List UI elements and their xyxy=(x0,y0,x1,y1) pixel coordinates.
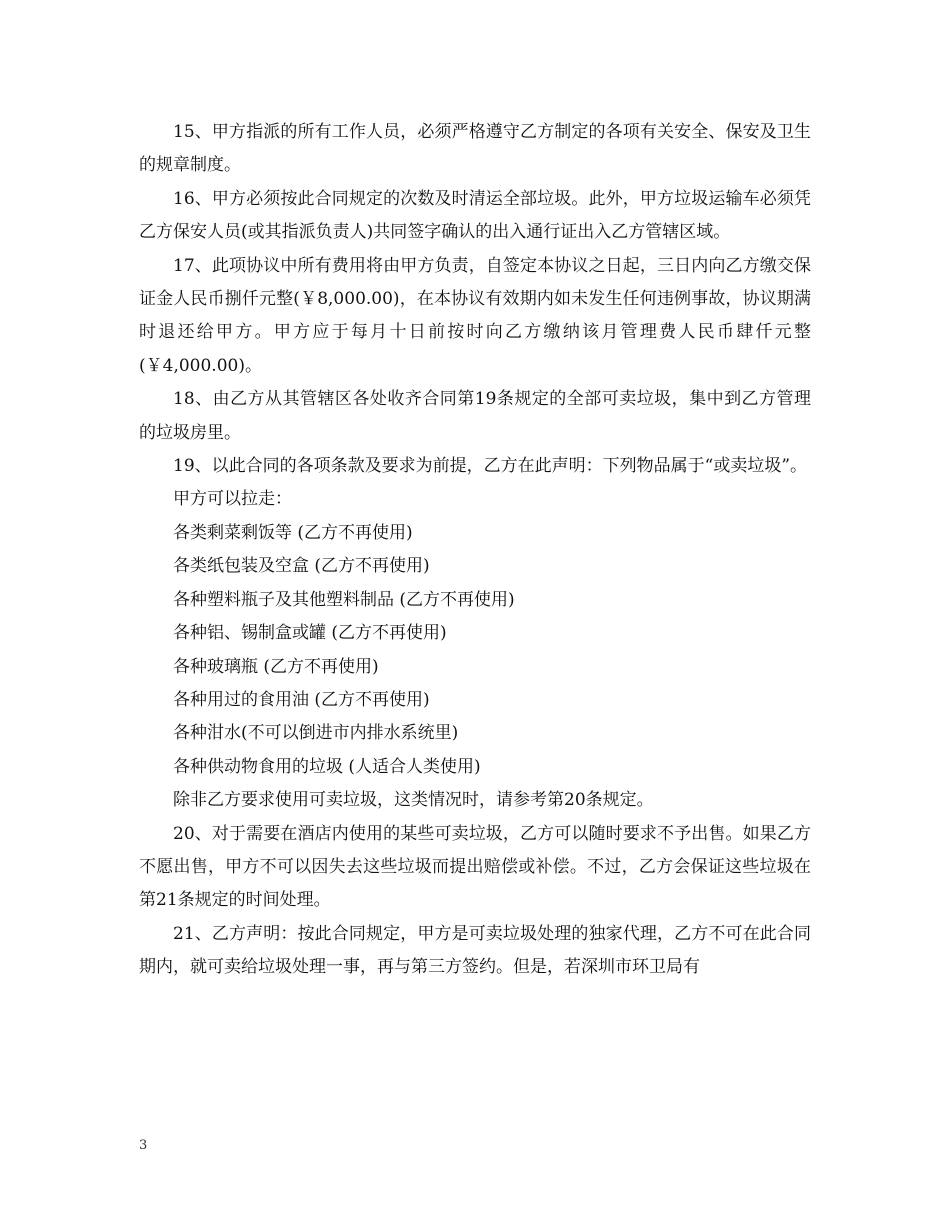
list-item: 各种玻璃瓶 (乙方不再使用) xyxy=(173,656,379,677)
clause-15: 15、甲方指派的所有工作人员，必须严格遵守乙方制定的各项有关安全、保安及卫生的规章制度。 xyxy=(139,122,811,176)
list-item: 各种供动物食用的垃圾 (人适合人类使用) xyxy=(173,756,481,777)
list-item: 各种塑料瓶子及其他塑料制品 (乙方不再使用) xyxy=(173,589,515,610)
list-intro: 甲方可以拉走： xyxy=(173,489,292,510)
clause-19: 19、以此合同的各项条款及要求为前提，乙方在此声明：下列物品属于“或卖垃圾”。 xyxy=(173,456,808,477)
clause-17: 17、此项协议中所有费用将由甲方负责，自签定本协议之日起，三日内向乙方缴交保证金人民币捌仟元整(￥8,000.00)，在本协议有效期内如未发生任何违例事故，协议期满时退还给甲方。甲方应于每月十日前按时向乙方缴纳该月管理费人民币肆仟元整(￥4,000.00)。 xyxy=(139,255,811,376)
document-body xyxy=(139,116,811,985)
clause-18: 18、由乙方从其管辖区各处收齐合同第19条规定的全部可卖垃圾，集中到乙方管理的垃圾房里。 xyxy=(139,389,811,443)
clause-16: 16、甲方必须按此合同规定的次数及时清运全部垃圾。此外，甲方垃圾运输车必须凭乙方保安人员(或其指派负责人)共同签字确认的出入通行证出入乙方管辖区域。 xyxy=(139,188,811,243)
list-item: 各种铝、锡制盒或罐 (乙方不再使用) xyxy=(173,623,447,644)
clause-21: 21、乙方声明：按此合同规定，甲方是可卖垃圾处理的独家代理，乙方不可在此合同期内，就可卖给垃圾处理一事，再与第三方签约。但是，若深圳市环卫局有 xyxy=(139,923,811,978)
list-item: 各类剩菜剩饭等 (乙方不再使用) xyxy=(173,522,413,543)
page-number: 3 xyxy=(139,1138,148,1153)
clause-20: 20、对于需要在酒店内使用的某些可卖垃圾，乙方可以随时要求不予出售。如果乙方不愿出售，甲方不可以因失去这些垃圾而提出赔偿或补偿。不过，乙方会保证这些垃圾在第21条规定的时间处理。 xyxy=(139,823,811,911)
list-outro: 除非乙方要求使用可卖垃圾，这类情况时，请参考第20条规定。 xyxy=(173,790,654,811)
list-item: 各种泔水(不可以倒进市内排水系统里) xyxy=(173,723,459,744)
list-item: 各种用过的食用油 (乙方不再使用) xyxy=(173,689,430,710)
list-item: 各类纸包装及空盒 (乙方不再使用) xyxy=(173,556,430,577)
